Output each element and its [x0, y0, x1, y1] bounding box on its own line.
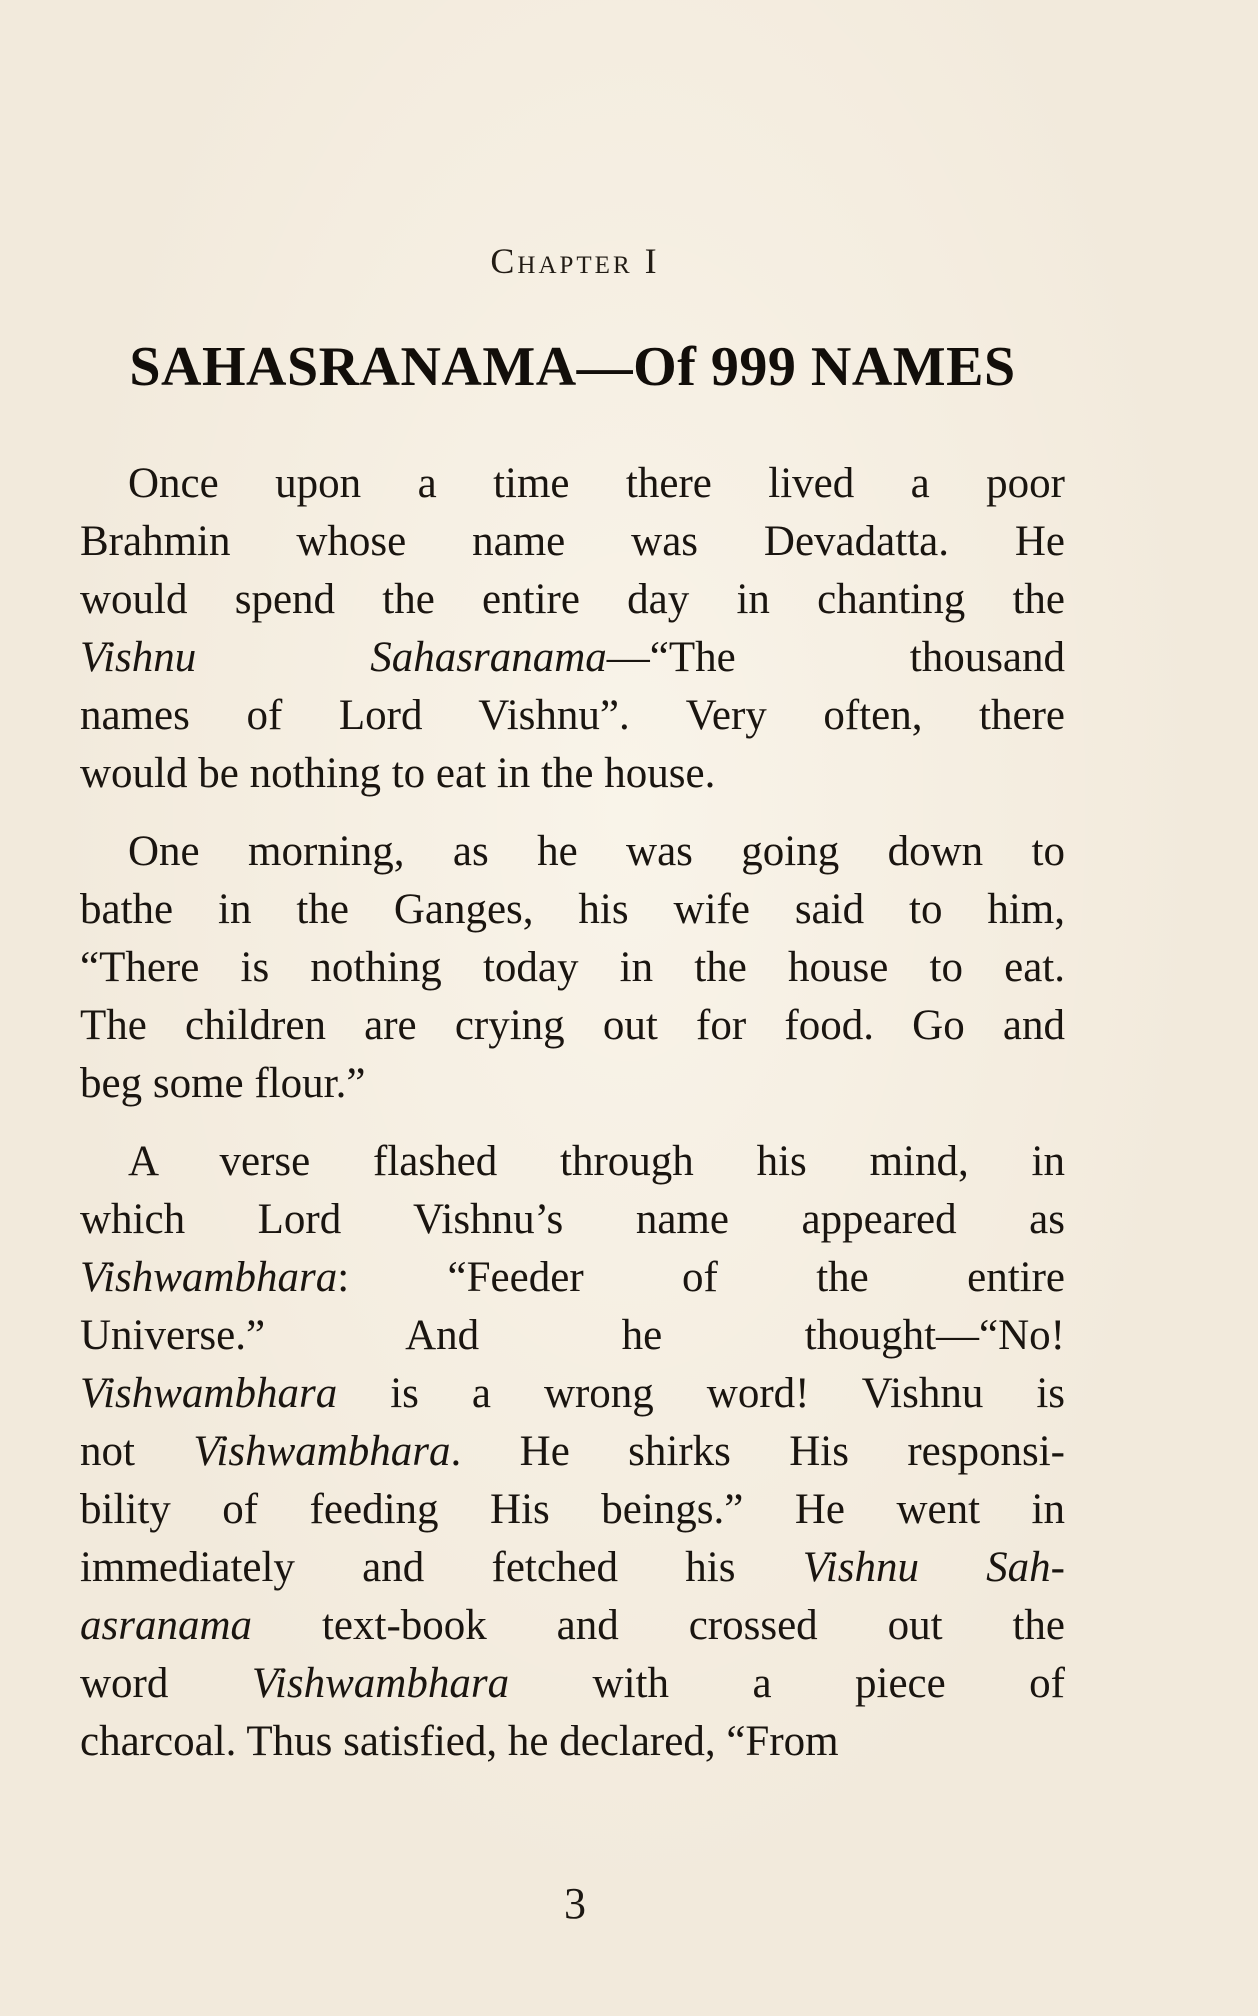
text-segment: “There is nothing today in the house to eat. — [80, 944, 1065, 991]
text-segment: would be nothing to eat in the house. — [80, 750, 716, 797]
text-line — [80, 1055, 1065, 1113]
text-line — [80, 1365, 1065, 1423]
text-line — [80, 1133, 1065, 1191]
text-segment: which Lord Vishnu’s name appeared as — [80, 1196, 1065, 1243]
text-segment: beg some flour.” — [80, 1060, 366, 1107]
italic-segment: Vishwambhara — [251, 1660, 510, 1707]
text-segment: One morning, as he was going down to — [128, 828, 1065, 875]
text-segment: word — [80, 1660, 252, 1707]
text-segment: is a wrong word! Vishnu is — [337, 1370, 1065, 1417]
text-segment: with a piece of — [509, 1660, 1065, 1707]
italic-segment: Vishwambhara — [193, 1428, 451, 1475]
text-segment: A verse flashed through his mind, in — [128, 1138, 1065, 1185]
chapter-label: Chapter I — [490, 241, 660, 281]
text-segment: text-book and crossed out the — [252, 1602, 1065, 1649]
text-segment: Once upon a time there lived a poor — [128, 460, 1065, 507]
text-line — [80, 881, 1065, 939]
text-segment: . He shirks His responsi- — [450, 1428, 1065, 1475]
text-segment: not — [80, 1428, 194, 1475]
text-line — [80, 745, 1065, 803]
paragraph — [80, 823, 1065, 1113]
text-segment: Universe.” And he thought—“No! — [80, 1312, 1065, 1359]
text-line — [80, 823, 1065, 881]
text-segment: —“The thousand — [606, 634, 1066, 681]
italic-segment: Vishnu Sah- — [802, 1544, 1065, 1591]
text-line — [80, 1191, 1065, 1249]
text-segment: bathe in the Ganges, his wife said to him, — [80, 886, 1065, 933]
text-line — [80, 1481, 1065, 1539]
text-line — [80, 629, 1065, 687]
text-line — [80, 1597, 1065, 1655]
text-segment: charcoal. Thus satisfied, he declared, “From — [80, 1718, 839, 1765]
text-line — [80, 1655, 1065, 1713]
text-segment: bility of feeding His beings.” He went in — [80, 1486, 1065, 1533]
text-line — [80, 513, 1065, 571]
text-line — [80, 455, 1065, 513]
italic-segment: Vishwambhara — [80, 1370, 338, 1417]
text-segment: : “Feeder of the entire — [337, 1254, 1065, 1301]
body-text — [80, 455, 1065, 1771]
italic-segment: Vishnu Sahasranama — [80, 634, 607, 681]
text-segment: Brahmin whose name was Devadatta. He — [80, 518, 1065, 565]
text-line — [80, 1713, 1065, 1771]
text-line — [80, 1539, 1065, 1597]
page-number: 3 — [564, 1879, 586, 1928]
text-segment: The children are crying out for food. Go and — [80, 1002, 1065, 1049]
text-line — [80, 939, 1065, 997]
text-line — [80, 687, 1065, 745]
italic-segment: Vishwambhara — [80, 1254, 338, 1301]
text-segment: names of Lord Vishnu”. Very often, there — [80, 692, 1065, 739]
text-line — [80, 997, 1065, 1055]
text-line — [80, 1423, 1065, 1481]
paragraph — [80, 455, 1065, 803]
text-line — [80, 571, 1065, 629]
text-line — [80, 1307, 1065, 1365]
text-line — [80, 1249, 1065, 1307]
paragraph — [80, 1133, 1065, 1771]
text-segment: immediately and fetched his — [80, 1544, 803, 1591]
chapter-title: SAHASRANAMA—Of 999 NAMES — [129, 336, 1016, 398]
text-segment: would spend the entire day in chanting the — [80, 576, 1065, 623]
italic-segment: asranama — [80, 1602, 253, 1649]
